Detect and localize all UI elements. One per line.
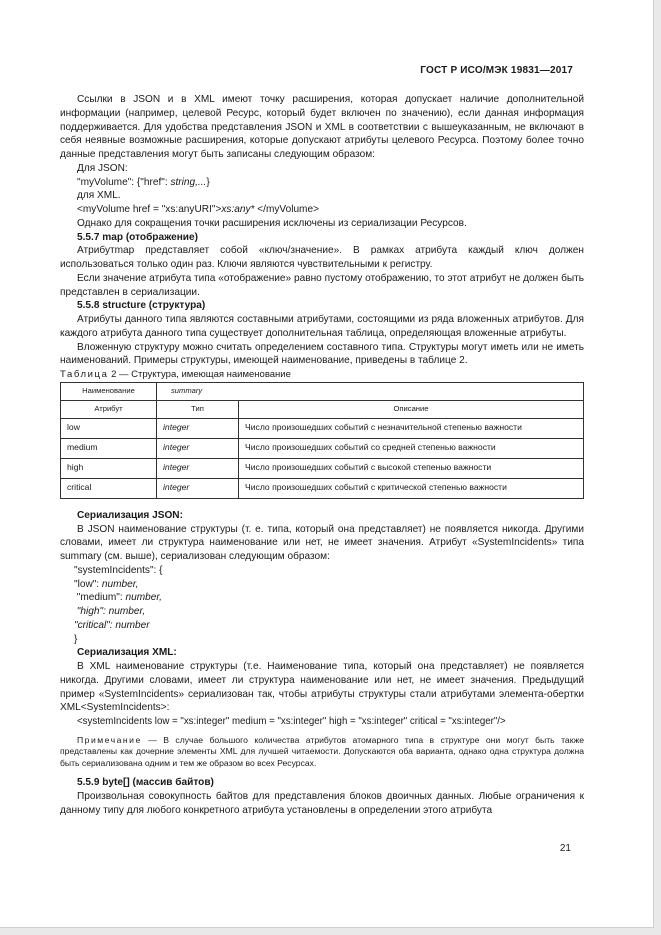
- intro-note: Однако для сокращения точки расширения исключены из сериализации Ресурсов.: [77, 217, 467, 229]
- note-label: Примечание: [77, 734, 142, 745]
- json-code-value: number,: [125, 592, 162, 604]
- xml-example-pre: <myVolume href = "xs:anyURI">: [77, 204, 222, 215]
- standard-header: ГОСТ Р ИСО/МЭК 19831—2017: [420, 65, 573, 76]
- table-row: [61, 478, 584, 498]
- xml-serialization-para: В XML наименование структуры (т.е. Наименование типа, который она представляет) не появляется никогда. Другими словами, имеет ли структура наименование или нет, не имеет значения. Предыдущий пример «SystemIncidents» сериализован так, чтобы атрибуты структуры стали атрибутами элемента-обертки XML<SystemIncidents>:: [60, 661, 584, 714]
- intro-paragraph: Ссылки в JSON и в XML имеют точку расширения, которая допускает наличие дополнительной информации (например, целевой Ресурс, который будет включен по значению), если данная информация поддерживается. Для удобства представления JSON и XML в соответствии с вышеуказанным, не включают в себя неявные возможные расширения, которые допускают атрибуты целевого Ресурса. Поэтому более точно данные представления могут быть записаны следующим образом:: [60, 94, 584, 160]
- json-code-key: "high":: [74, 606, 109, 617]
- table-cell-desc: Число произошедших событий с критической степенью важности: [239, 478, 584, 498]
- section-558-para2: Вложенную структуру можно считать определением составного типа. Структуры могут иметь или не иметь наименований. Примеры структуры, имеющей наименование, приведены в таблице 2.: [60, 341, 584, 367]
- table-row: [61, 438, 584, 458]
- table-cell-desc: Число произошедших событий с высокой степенью важности: [239, 458, 584, 478]
- table-cell-type: integer: [157, 478, 239, 498]
- table-row: [61, 418, 584, 438]
- table-cell-attr: critical: [61, 478, 157, 498]
- table-cell-type: integer: [157, 438, 239, 458]
- json-example-pre: "myVolume": {"href":: [77, 176, 171, 188]
- section-557-para2: Если значение атрибута типа «отображение» равно пустому отображению, то этот атрибут не должен быть представлен в сериализации.: [60, 272, 584, 298]
- xml-serialization-example: <systemIncidents low = "xs:integer" medium = "xs:integer" high = "xs:integer" critical = "xs:integer"/>: [77, 716, 506, 727]
- section-558-para1: Атрибуты данного типа являются составными атрибутами, состоящими из ряда вложенных атрибутов. Для каждого атрибута данного типа существует дополнительная таблица, определяющая вложенные атрибуты.: [60, 314, 584, 339]
- table-cell-attr: low: [61, 418, 157, 438]
- col-header-attr: Атрибут: [61, 400, 157, 418]
- section-heading-558: 5.5.8 structure (структура): [77, 300, 206, 312]
- col-header-type: Тип: [157, 400, 239, 418]
- section-heading-559: 5.5.9 byte[] (массив байтов): [77, 777, 214, 789]
- json-code-line: }: [74, 633, 78, 645]
- xml-note: [60, 735, 584, 770]
- json-code-line: [60, 605, 584, 619]
- section-559-para: Произвольная совокупность байтов для представления блоков двоичных данных. Любые ограничения к данному типу для любого конкретного атрибута установлены в определении этого атрибута: [60, 791, 584, 816]
- table-cell-desc: Число произошедших событий со средней степенью важности: [239, 438, 584, 458]
- xml-example-post: </myVolume>: [254, 204, 319, 215]
- json-code-value: number,: [101, 578, 139, 590]
- table-caption: [60, 368, 584, 382]
- json-code-value: number: [115, 619, 150, 631]
- json-code-line: [60, 578, 584, 592]
- table-cell-attr: high: [61, 458, 157, 478]
- table-caption-rest: 2 — Структура, имеющая наименование: [108, 369, 291, 380]
- json-serialization-para: В JSON наименование структуры (т. е. типа, который она представляет) не появляется никогда. Другими словами, имеет ли структура наименование или нет, не имеет значения. Атрибут «SystemIncidents» типа summary (см. выше), сериализован следующим образом:: [60, 523, 584, 562]
- note-text: — В случае большого количества атрибутов атомарного типа в структуре они могут быть также представлены как дочерние элементы XML для лучшей читаемости. Допускаются оба варианта, однако одна структура должна быть сериализована одним и тем же образом во всех Ресурсах.: [60, 734, 584, 768]
- json-example: [60, 176, 584, 190]
- xml-serialization-heading: Сериализация XML:: [77, 647, 177, 659]
- table-header-row: [61, 400, 584, 418]
- structure-table: [60, 382, 584, 499]
- table-cell-attr: medium: [61, 438, 157, 458]
- table-row: [61, 458, 584, 478]
- table-name-value: summary: [157, 382, 584, 400]
- table-cell-desc: Число произошедших событий с незначительной степенью важности: [239, 418, 584, 438]
- xml-example-type: xs:any*: [221, 204, 255, 215]
- table-cell-type: integer: [157, 458, 239, 478]
- col-header-desc: Описание: [239, 400, 584, 418]
- json-code-key: "critical":: [74, 619, 116, 631]
- table-cell-type: integer: [157, 418, 239, 438]
- json-serialization-heading: Сериализация JSON:: [77, 509, 183, 521]
- section-557-para1: Атрибутmap представляет собой «ключ/значение». В рамках атрибута каждый ключ должен использоваться только один раз. Ключи являются чувствительными к регистру.: [60, 245, 584, 270]
- xml-example: [60, 203, 584, 217]
- json-example-type: string,...: [170, 176, 207, 188]
- json-code-value: number,: [108, 606, 146, 617]
- json-code-line: [60, 591, 584, 605]
- section-heading-557: 5.5.7 map (отображение): [77, 231, 198, 243]
- table-caption-prefix: Таблица: [60, 369, 109, 380]
- table-name-row: [61, 382, 584, 400]
- table-name-header: Наименование: [61, 382, 157, 400]
- json-code-line: [60, 619, 584, 633]
- json-example-post: }: [206, 176, 210, 188]
- page-content: [60, 93, 584, 818]
- xml-label: для XML.: [77, 190, 121, 202]
- json-label: Для JSON:: [77, 162, 128, 174]
- json-code-line: "systemIncidents": {: [74, 564, 163, 576]
- json-code-key: "medium":: [74, 592, 126, 604]
- json-code-key: "low":: [74, 578, 102, 590]
- page-number: 21: [559, 843, 571, 854]
